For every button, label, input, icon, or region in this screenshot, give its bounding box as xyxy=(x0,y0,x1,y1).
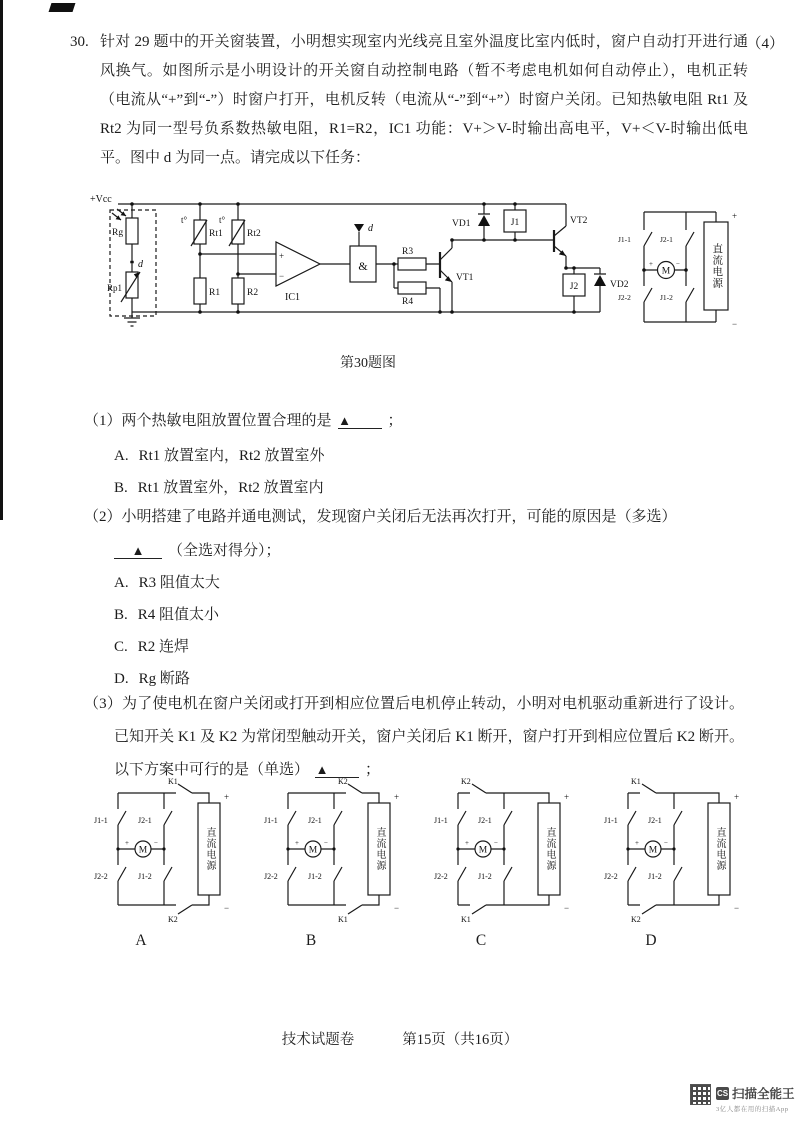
label-j1: J1 xyxy=(510,218,520,228)
label-contact-j11: J1-1 xyxy=(604,816,618,825)
main-circuit-wires xyxy=(110,204,728,326)
label-rt2: Rt2 xyxy=(247,229,261,239)
choice-option xyxy=(84,440,744,472)
option-label: B. xyxy=(114,607,128,623)
label-vt2: VT2 xyxy=(570,216,588,226)
label-and-gate: & xyxy=(358,259,368,273)
label-power-plus: + xyxy=(564,792,570,802)
label-contact-j22: J2-2 xyxy=(264,872,278,881)
main-circuit-svg xyxy=(88,190,748,340)
label-power-minus: − xyxy=(224,903,230,913)
label-power-plus: + xyxy=(394,792,400,802)
sub-question-2 xyxy=(84,502,744,695)
label-motor: M xyxy=(478,845,488,856)
choice-option xyxy=(84,472,744,504)
label-top-switch: K2 xyxy=(461,777,471,786)
option-text: Rt1 放置室外，Rt2 放置室内 xyxy=(137,480,324,496)
question-body: 针对 29 题中的开关窗装置，小明想实现室内光线亮且室外温度比室内低时，窗户自动打开进行通风换气。如图所示是小明设计的开关窗自动控制电路（暂不考虑电机如何自动停止），电机正转（电流从“+”到“-”）时窗户打开，电机反转（电流从“-”到“+”）时窗户关闭。已知热敏电阻 Rt1 及 Rt2 为同一型号负系数热敏电阻，R1=R2，IC1 功能：V+＞V-时输出高电平，V+＜V-时输出低电平。图中 d 为同一点。请完成以下任务： xyxy=(100,34,748,166)
sub2-suffix: （全选对得分）； xyxy=(168,543,281,559)
label-contact-j12: J1-2 xyxy=(660,293,673,302)
main-circuit-figure xyxy=(88,190,748,340)
label-opamp-plus: + xyxy=(279,251,285,261)
label-r4: R4 xyxy=(402,297,414,307)
label-motor: M xyxy=(648,845,658,856)
label-contact-j22: J2-2 xyxy=(604,872,618,881)
label-top-switch: K1 xyxy=(631,777,641,786)
label-bottom-switch: K2 xyxy=(168,915,178,924)
label-power-plus: + xyxy=(224,792,230,802)
sub1-suffix: ； xyxy=(387,413,403,429)
label-rt1: Rt1 xyxy=(209,229,223,239)
label-power-minus: − xyxy=(734,903,740,913)
label-d-gate: d xyxy=(368,223,373,234)
label-contact-j12: J1-2 xyxy=(478,872,492,881)
diode-vd2 xyxy=(594,268,606,312)
option-letter: A xyxy=(135,932,147,949)
label-r2: R2 xyxy=(247,288,259,298)
label-contact-j22: J2-2 xyxy=(94,872,108,881)
scanner-logo-icon: CS xyxy=(716,1088,729,1098)
question-30 xyxy=(70,28,748,173)
label-contact-j11: J1-1 xyxy=(434,816,448,825)
option-label: C. xyxy=(114,639,128,655)
sub1-lead xyxy=(84,406,744,436)
option-letter: D xyxy=(645,932,657,949)
label-motor-plus: + xyxy=(465,839,469,847)
label-motor-minus: − xyxy=(154,839,158,847)
thermistor-rt1 xyxy=(191,204,207,246)
label-opamp-minus: − xyxy=(279,271,285,281)
transistor-vt1 xyxy=(440,240,452,312)
label-bottom-switch: K1 xyxy=(461,915,471,924)
label-ic1: IC1 xyxy=(285,292,300,303)
label-contact-j21: J2-1 xyxy=(660,235,673,244)
label-contact-j12: J1-2 xyxy=(308,872,322,881)
choice-option xyxy=(84,631,744,663)
label-d-point: d xyxy=(138,259,143,270)
transistor-vt2 xyxy=(554,204,566,268)
answer-blank: ▲ xyxy=(315,762,359,778)
label-vcc: +Vcc xyxy=(90,194,112,205)
resistor-r1 xyxy=(194,278,206,304)
option-label: A. xyxy=(114,575,129,591)
scanner-tagline: 3亿人都在用的扫描App xyxy=(716,1106,789,1113)
option-text: R3 阻值太大 xyxy=(138,575,220,591)
label-motor-minus: − xyxy=(676,260,680,268)
label-contact-j21: J2-1 xyxy=(478,816,492,825)
label-motor-minus: − xyxy=(494,839,498,847)
scan-artifact xyxy=(49,3,76,12)
answer-blank: ▲ xyxy=(338,413,382,429)
resistor-r4 xyxy=(398,282,426,294)
label-power-plus: + xyxy=(732,211,738,221)
label-vt1: VT1 xyxy=(456,273,474,283)
dc-power-label: 直流电源 xyxy=(374,827,385,871)
label-top-switch: K1 xyxy=(168,777,178,786)
resistor-r2 xyxy=(232,278,244,304)
label-motor-plus: + xyxy=(635,839,639,847)
option-text: Rg 断路 xyxy=(138,671,190,687)
option-letter: B xyxy=(305,932,317,949)
label-j2: J2 xyxy=(569,282,579,292)
label-bottom-switch: K1 xyxy=(338,915,348,924)
dc-power-label: 直流电源 xyxy=(544,827,555,871)
label-bottom-switch: K2 xyxy=(631,915,641,924)
option-label: A. xyxy=(114,448,129,464)
option-letter: C xyxy=(475,932,487,949)
option-label: B. xyxy=(114,480,128,496)
label-rg: Rg xyxy=(112,228,124,238)
label-contact-j11: J1-1 xyxy=(264,816,278,825)
sub-question-3 xyxy=(84,688,744,787)
label-t1: t° xyxy=(181,215,188,225)
resistor-r3 xyxy=(398,258,426,270)
label-r1: R1 xyxy=(209,288,221,298)
label-contact-j12: J1-2 xyxy=(138,872,152,881)
label-power-minus: − xyxy=(394,903,400,913)
choice-option xyxy=(84,567,744,599)
dc-power-label: 直流电源 xyxy=(204,827,215,871)
option-circuit-d xyxy=(598,775,748,950)
scanner-app-name: 扫描全能王 xyxy=(732,1087,795,1101)
label-r3: R3 xyxy=(402,247,414,257)
sub2-blank-line xyxy=(84,535,744,567)
label-motor-plus: + xyxy=(649,260,653,268)
label-motor-plus: + xyxy=(125,839,129,847)
sub1-prefix: （1）两个热敏电阻放置位置合理的是 xyxy=(84,413,332,429)
footer-paper-title: 技术试题卷 xyxy=(281,1032,355,1048)
label-motor-minus: − xyxy=(664,839,668,847)
label-contact-j21: J2-1 xyxy=(648,816,662,825)
label-top-switch: K2 xyxy=(338,777,348,786)
label-power-plus: + xyxy=(734,792,740,802)
label-t2: t° xyxy=(219,215,226,225)
label-vd1: VD1 xyxy=(452,219,471,229)
label-motor: M xyxy=(661,266,671,277)
sub-question-1 xyxy=(84,406,744,504)
question-number: 30. xyxy=(70,34,89,50)
label-motor: M xyxy=(308,845,318,856)
label-contact-j21: J2-1 xyxy=(308,816,322,825)
label-motor-minus: − xyxy=(324,839,328,847)
question-score: （4） xyxy=(746,36,784,52)
label-rp1: Rp1 xyxy=(107,283,123,293)
sub3-lead xyxy=(84,688,744,787)
label-vd2: VD2 xyxy=(610,280,629,290)
label-contact-j12: J1-2 xyxy=(648,872,662,881)
label-contact-j11: J1-1 xyxy=(618,235,631,244)
sub2-lead: （2）小明搭建了电路并通电测试，发现窗户关闭后无法再次打开，可能的原因是（多选） xyxy=(84,509,677,525)
label-contact-j22: J2-2 xyxy=(434,872,448,881)
dc-power-label: 直流电源 xyxy=(711,243,723,289)
option-text: R4 阻值太小 xyxy=(137,607,220,623)
sub3-suffix: ； xyxy=(365,762,381,778)
choice-option xyxy=(84,599,744,631)
option-text: Rt1 放置室内，Rt2 放置室外 xyxy=(138,448,325,464)
scan-artifact xyxy=(0,0,3,520)
dc-power-label: 直流电源 xyxy=(714,827,725,871)
qr-code-icon xyxy=(690,1084,711,1105)
page-footer xyxy=(0,1028,800,1049)
option-circuits-row xyxy=(88,775,748,950)
label-contact-j22: J2-2 xyxy=(618,293,631,302)
label-contact-j21: J2-1 xyxy=(138,816,152,825)
label-power-minus: − xyxy=(732,319,738,329)
label-power-minus: − xyxy=(564,903,570,913)
figure-caption: 第30题图 xyxy=(340,356,396,371)
option-circuit-c xyxy=(428,775,578,950)
thermistor-rt2 xyxy=(229,204,245,246)
label-contact-j11: J1-1 xyxy=(94,816,108,825)
option-label: D. xyxy=(114,671,129,687)
option-text: R2 连焊 xyxy=(137,639,190,655)
label-motor-plus: + xyxy=(295,839,299,847)
footer-page-number: 第15页（共16页） xyxy=(402,1032,519,1048)
label-motor: M xyxy=(138,845,148,856)
sub3-prefix: （3）为了使电机在窗户关闭或打开到相应位置后电机停止转动，小明对电机驱动重新进行了设计。已知开关 K1 及 K2 为常闭型触动开关，窗户关闭后 K1 断开，窗户打开到相应位置后 K2 断开。以下方案中可行的是（单选） xyxy=(84,696,744,778)
scanner-watermark xyxy=(690,1084,795,1113)
option-circuit-b xyxy=(258,775,408,950)
option-circuit-a xyxy=(88,775,238,950)
answer-blank: ▲ xyxy=(114,543,162,559)
